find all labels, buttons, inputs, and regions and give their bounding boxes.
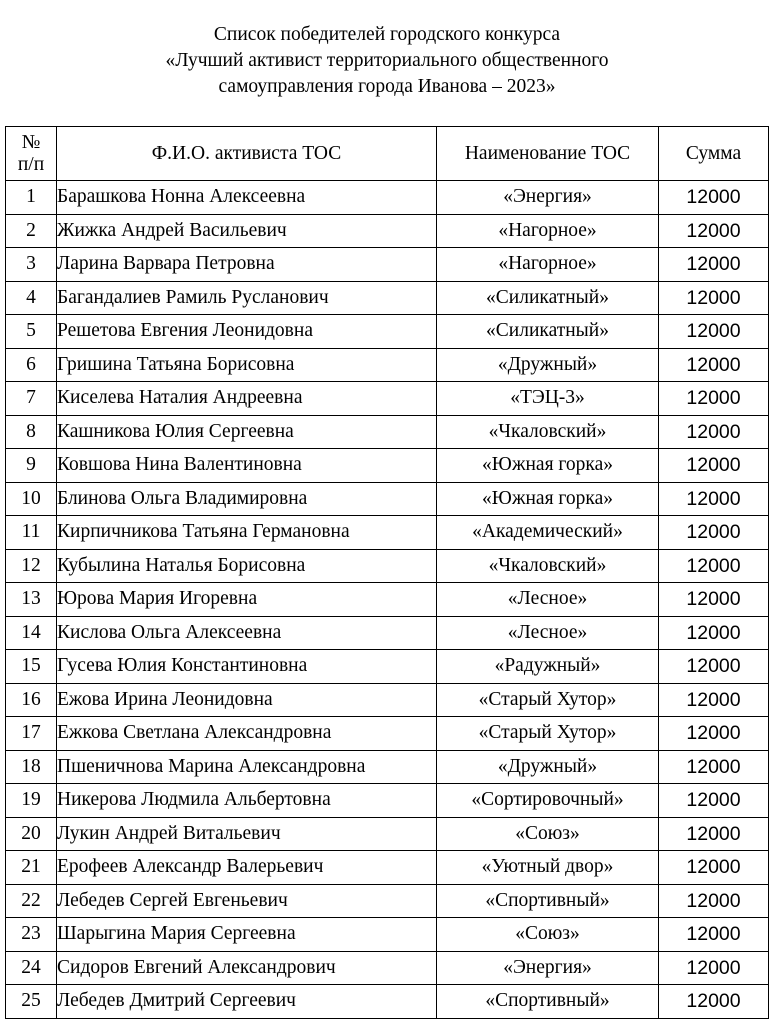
activist-name: Пшеничнова Марина Александровна [57,750,437,784]
tos-name: «Чкаловский» [437,549,659,583]
tos-name: «Радужный» [437,650,659,684]
table-row [6,985,769,1019]
row-number: 11 [6,516,57,550]
row-number: 16 [6,683,57,717]
tos-name: «Союз» [437,918,659,952]
table-row [6,482,769,516]
row-number: 21 [6,851,57,885]
tos-name: «Дружный» [437,750,659,784]
activist-name: Гришина Татьяна Борисовна [57,348,437,382]
row-number: 13 [6,583,57,617]
prize-sum: 12000 [659,482,769,516]
prize-sum: 12000 [659,717,769,751]
activist-name: Решетова Евгения Леонидовна [57,315,437,349]
prize-sum: 12000 [659,248,769,282]
table-header-row [6,127,769,181]
table-row [6,214,769,248]
row-number: 23 [6,918,57,952]
prize-sum: 12000 [659,583,769,617]
tos-name: «Силикатный» [437,281,659,315]
prize-sum: 12000 [659,951,769,985]
header-name: Ф.И.О. активиста ТОС [57,127,437,181]
prize-sum: 12000 [659,382,769,416]
activist-name: Кубылина Наталья Борисовна [57,549,437,583]
table-row [6,382,769,416]
title-line: самоуправления города Иванова – 2023» [218,76,556,97]
table-row [6,315,769,349]
activist-name: Ковшова Нина Валентиновна [57,449,437,483]
tos-name: «Уютный двор» [437,851,659,885]
activist-name: Кислова Ольга Алексеевна [57,616,437,650]
winners-table [5,126,769,1019]
tos-name: «Дружный» [437,348,659,382]
table-row [6,248,769,282]
prize-sum: 12000 [659,884,769,918]
prize-sum: 12000 [659,348,769,382]
activist-name: Ларина Варвара Петровна [57,248,437,282]
activist-name: Никерова Людмила Альбертовна [57,784,437,818]
prize-sum: 12000 [659,181,769,215]
row-number: 15 [6,650,57,684]
row-number: 22 [6,884,57,918]
header-number-line1: № [21,131,41,153]
table-row [6,951,769,985]
row-number: 10 [6,482,57,516]
activist-name: Барашкова Нонна Алексеевна [57,181,437,215]
tos-name: «Лесное» [437,616,659,650]
title-line: Список победителей городского конкурса [213,24,561,45]
prize-sum: 12000 [659,214,769,248]
activist-name: Лукин Андрей Витальевич [57,817,437,851]
table-row [6,918,769,952]
row-number: 8 [6,415,57,449]
table-row [6,616,769,650]
header-tos: Наименование ТОС [437,127,659,181]
table-row [6,348,769,382]
prize-sum: 12000 [659,449,769,483]
tos-name: «ТЭЦ-3» [437,382,659,416]
activist-name: Лебедев Дмитрий Сергеевич [57,985,437,1019]
activist-name: Багандалиев Рамиль Русланович [57,281,437,315]
row-number: 20 [6,817,57,851]
tos-name: «Энергия» [437,181,659,215]
table-row [6,884,769,918]
table-row [6,784,769,818]
activist-name: Сидоров Евгений Александрович [57,951,437,985]
prize-sum: 12000 [659,784,769,818]
tos-name: «Академический» [437,516,659,550]
prize-sum: 12000 [659,516,769,550]
activist-name: Ерофеев Александр Валерьевич [57,851,437,885]
activist-name: Кашникова Юлия Сергеевна [57,415,437,449]
activist-name: Ежкова Светлана Александровна [57,717,437,751]
prize-sum: 12000 [659,549,769,583]
tos-name: «Спортивный» [437,884,659,918]
row-number: 2 [6,214,57,248]
tos-name: «Южная горка» [437,482,659,516]
tos-name: «Энергия» [437,951,659,985]
row-number: 14 [6,616,57,650]
table-body [6,181,769,1019]
table-row [6,449,769,483]
row-number: 19 [6,784,57,818]
prize-sum: 12000 [659,918,769,952]
row-number: 24 [6,951,57,985]
activist-name: Киселева Наталия Андреевна [57,382,437,416]
header-number [6,127,57,181]
prize-sum: 12000 [659,817,769,851]
row-number: 25 [6,985,57,1019]
table-row [6,750,769,784]
table-row [6,650,769,684]
activist-name: Шарыгина Мария Сергеевна [57,918,437,952]
prize-sum: 12000 [659,683,769,717]
tos-name: «Чкаловский» [437,415,659,449]
activist-name: Гусева Юлия Константиновна [57,650,437,684]
row-number: 3 [6,248,57,282]
table-row [6,415,769,449]
activist-name: Блинова Ольга Владимировна [57,482,437,516]
prize-sum: 12000 [659,315,769,349]
prize-sum: 12000 [659,985,769,1019]
tos-name: «Силикатный» [437,315,659,349]
row-number: 7 [6,382,57,416]
tos-name: «Южная горка» [437,449,659,483]
activist-name: Жижка Андрей Васильевич [57,214,437,248]
tos-name: «Союз» [437,817,659,851]
activist-name: Ежова Ирина Леонидовна [57,683,437,717]
row-number: 5 [6,315,57,349]
document-title [0,22,774,100]
table-row [6,683,769,717]
row-number: 6 [6,348,57,382]
table-row [6,181,769,215]
tos-name: «Сортировочный» [437,784,659,818]
row-number: 18 [6,750,57,784]
table-row [6,817,769,851]
tos-name: «Лесное» [437,583,659,617]
prize-sum: 12000 [659,415,769,449]
prize-sum: 12000 [659,750,769,784]
table-row [6,851,769,885]
activist-name: Кирпичникова Татьяна Германовна [57,516,437,550]
table-row [6,549,769,583]
prize-sum: 12000 [659,650,769,684]
tos-name: «Старый Хутор» [437,717,659,751]
table-row [6,717,769,751]
title-line: «Лучший активист территориального общественного [165,50,609,71]
row-number: 12 [6,549,57,583]
row-number: 17 [6,717,57,751]
tos-name: «Нагорное» [437,248,659,282]
table-row [6,281,769,315]
prize-sum: 12000 [659,281,769,315]
header-number-line2: п/п [17,153,45,175]
row-number: 1 [6,181,57,215]
row-number: 4 [6,281,57,315]
prize-sum: 12000 [659,616,769,650]
table-row [6,516,769,550]
tos-name: «Нагорное» [437,214,659,248]
activist-name: Лебедев Сергей Евгеньевич [57,884,437,918]
table-row [6,583,769,617]
tos-name: «Спортивный» [437,985,659,1019]
tos-name: «Старый Хутор» [437,683,659,717]
prize-sum: 12000 [659,851,769,885]
activist-name: Юрова Мария Игоревна [57,583,437,617]
header-sum: Сумма [659,127,769,181]
row-number: 9 [6,449,57,483]
